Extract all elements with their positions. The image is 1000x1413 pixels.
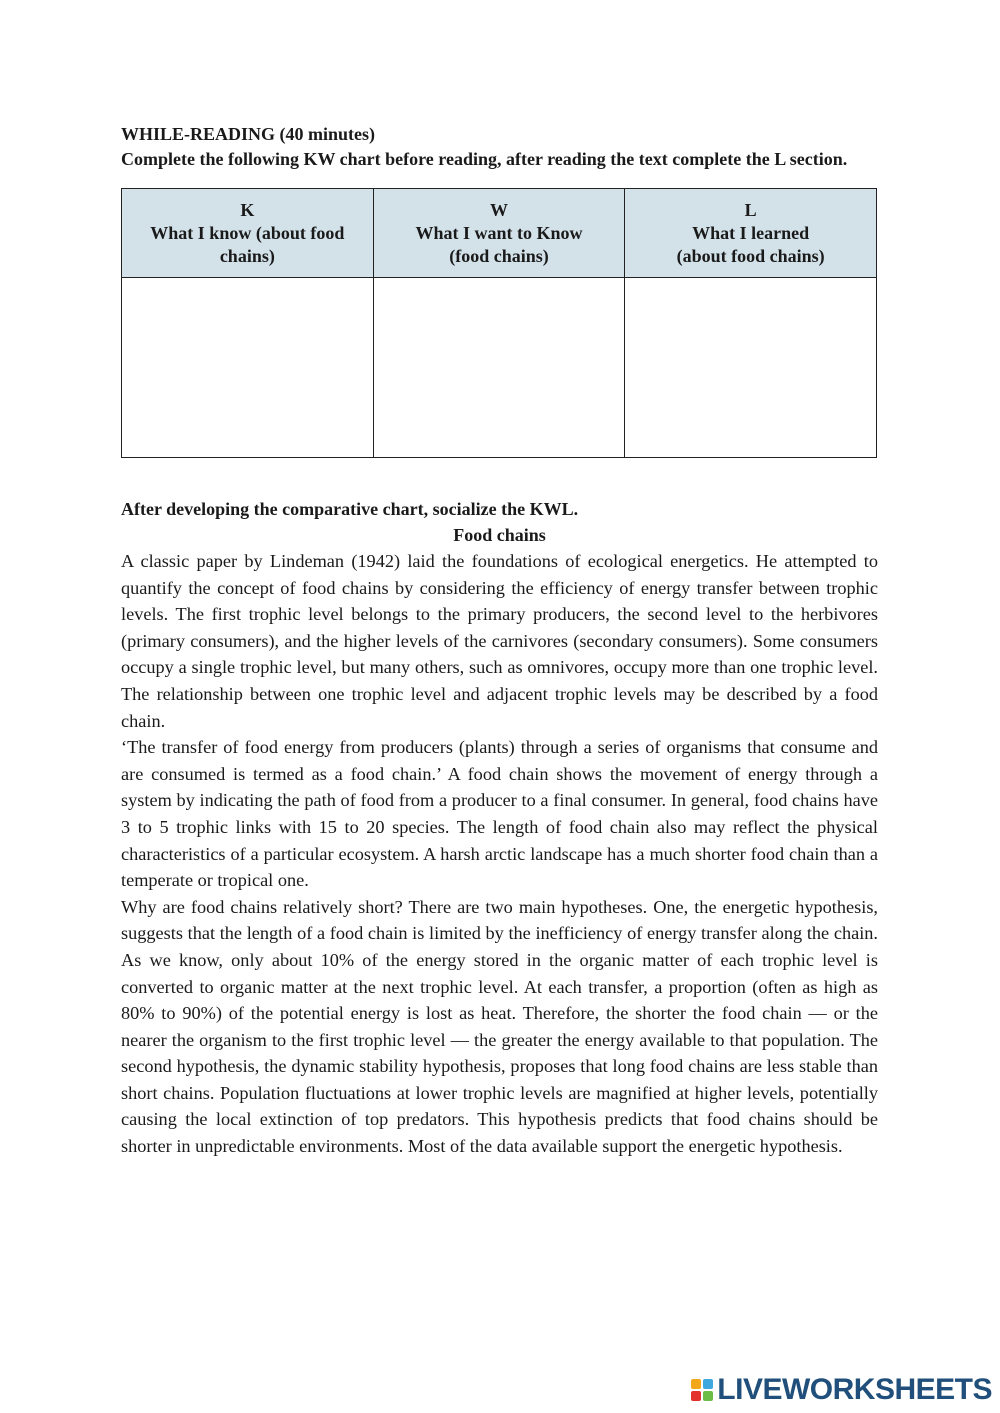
kwl-header-k [122,189,374,278]
kwl-header-letter: W [489,199,508,220]
worksheet-page [121,121,878,1160]
kwl-header-letter: L [744,199,757,220]
watermark-text: LIVEWORKSHEETS [717,1373,992,1406]
kwl-header-row [122,189,877,278]
kwl-answer-cell-w[interactable] [373,278,625,458]
liveworksheets-logo-icon [691,1379,713,1401]
section-title: WHILE-READING (40 minutes) [121,124,376,144]
reading-paragraph: A classic paper by Lindeman (1942) laid the foundations of ecological energetics. He attempted to quantify the concept of food chains by considering the efficiency of energy transfer between trophic levels. The first trophic level belongs to the primary producers, the second level to the herbivores (primary consumers), and the higher levels of the carnivores (secondary consumers). Some consumers occupy a single trophic level, but many others, such as omnivores, occupy more than one trophic level. The relationship between one trophic level and adjacent trophic levels may be described by a food chain. [121,551,878,731]
reading-paragraph: Why are food chains relatively short? There are two main hypotheses. One, the energetic hypothesis, suggests that the length of a food chain is limited by the inefficiency of energy transfer along the chain. As we know, only about 10% of the energy stored in the organic matter of each trophic level is converted to organic matter at the next trophic level. At each transfer, a proportion (often as high as 80% to 90%) of the potential energy is lost as heat. Therefore, the shorter the food chain — or the nearer the organism to the first trophic level — the greater the energy available to that population. The second hypothesis, the dynamic stability hypothesis, proposes that long food chains are less stable than short chains. Population fluctuations at lower trophic levels are magnified at higher levels, potentially causing the local extinction of top predators. This hypothesis predicts that food chains should be shorter in unpredictable environments. Most of the data available support the energetic hypothesis. [121,896,878,1157]
kwl-header-l [625,189,877,278]
kwl-table [121,188,877,458]
kwl-header-label: What I learned [692,222,810,243]
after-instruction: After developing the comparative chart, socialize the KWL. [121,499,579,519]
kwl-answer-cell-k[interactable] [122,278,374,458]
kwl-header-letter: K [240,199,255,220]
kwl-header-label: What I know (about food [150,222,345,243]
instruction-text: Complete the following KW chart before reading, after reading the text complete the L section. [121,149,848,169]
kwl-header-label: (about food chains) [676,245,825,266]
kwl-answer-cell-l[interactable] [625,278,877,458]
reading-paragraph: ‘The transfer of food energy from producers (plants) through a series of organisms that consume and are consumed is termed as a food chain.’ A food chain shows the movement of energy through a system by indicating the path of food from a producer to a final consumer. In general, food chains have 3 to 5 trophic links with 15 to 20 species. The length of food chain also may reflect the physical characteristics of a particular ecosystem. A harsh arctic landscape has a much shorter food chain than a temperate or tropical one. [121,737,878,891]
reading-title: Food chains [453,525,546,545]
kwl-header-w [373,189,625,278]
liveworksheets-watermark [691,1373,992,1407]
kwl-header-label: chains) [219,245,275,266]
kwl-header-label: (food chains) [449,245,549,266]
kwl-header-label: What I want to Know [415,222,583,243]
kwl-answer-row [122,278,877,458]
